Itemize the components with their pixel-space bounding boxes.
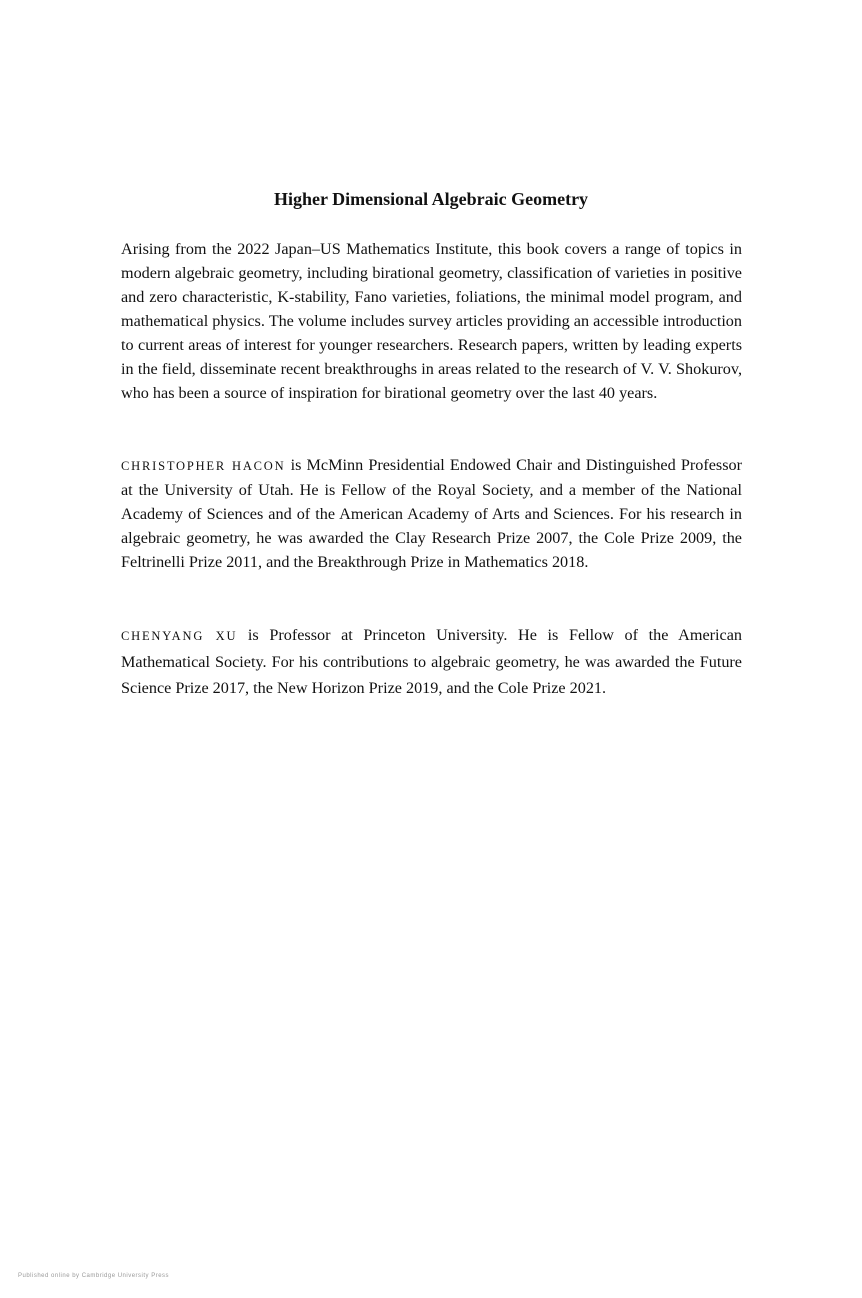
book-blurb: Arising from the 2022 Japan–US Mathematics Institute, this book covers a range of topics in modern algebraic geometry, including birational geometry, classification of varieties in positive and zero characteristic, K-stability, Fano varieties, foliations, the minimal model program, and mathematical physics. The volume includes survey articles providing an accessible introduction to current areas of interest for younger researchers. Research papers, written by leading experts in the field, disseminate recent breakthroughs in areas related to the research of V. V. Shokurov, who has been a source of inspiration for birational geometry over the last 40 years. — [121, 240, 742, 402]
author-name-xu: CHENYANG XU — [121, 629, 238, 643]
book-title: Higher Dimensional Algebraic Geometry — [273, 189, 589, 209]
author-bio-xu — [121, 622, 742, 701]
publisher-footer: Published online by Cambridge University Press — [18, 1273, 170, 1279]
author-bio-hacon — [121, 453, 742, 574]
author-bio-text-hacon: is McMinn Presidential Endowed Chair and Distinguished Professor at the University of Utah. He is Fellow of the Royal Society, and a member of the National Academy of Sciences and of the American Academy of Arts and Sciences. For his research in algebraic geometry, he was awarded the Clay Research Prize 2007, the Cole Prize 2009, the Feltrinelli Prize 2011, and the Breakthrough Prize in Mathematics 2018. — [121, 456, 742, 571]
author-bio-text-xu: is Professor at Princeton University. He is Fellow of the American Mathematical Society. For his contributions to algebraic geometry, he was awarded the Future Science Prize 2017, the New Horizon Prize 2019, and the Cole Prize 2021. — [121, 626, 742, 697]
author-name-hacon: CHRISTOPHER HACON — [121, 459, 286, 473]
